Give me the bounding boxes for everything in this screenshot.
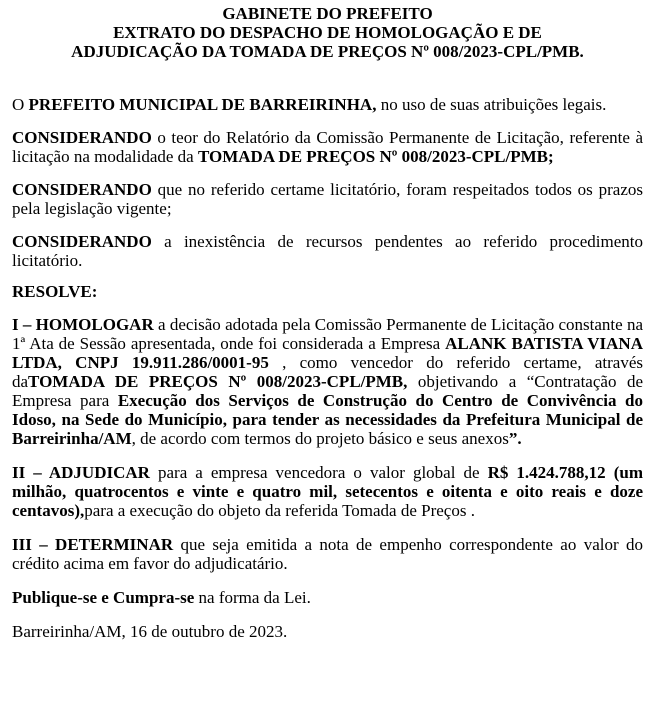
- considerando-keyword: CONSIDERANDO: [12, 180, 152, 199]
- item-text: a decisão adotada pela Comissão Permanente de Licitação constante na 1ª Ata de Sessão apresentada, onde foi considerada a Empresa: [12, 315, 644, 353]
- item-homologar: [12, 315, 643, 448]
- item-text: , de acordo com termos do projeto básico e seus anexos: [131, 429, 509, 448]
- tender-reference: TOMADA DE PREÇOS Nº 008/2023-CPL/PMB,: [28, 372, 408, 391]
- document-body: [12, 95, 643, 641]
- considerando-text: o teor do Relatório da Comissão Permanente de Licitação, referente à licitação na modalidade da: [12, 128, 643, 166]
- closing-paragraph: [12, 588, 643, 607]
- considerando-paragraph-1: [12, 128, 643, 166]
- considerando-keyword: CONSIDERANDO: [12, 128, 152, 147]
- item-text: , como vencedor do referido certame, através da: [12, 353, 643, 391]
- intro-prefix: O: [12, 95, 29, 114]
- closing-text: na forma da Lei.: [194, 588, 311, 607]
- global-value: R$ 1.424.788,12 (um milhão, quatrocentos e vinte e quatro mil, setecentos e oitenta e oito reais e doze centavos),: [12, 463, 643, 520]
- considerando-text: a inexistência de recursos pendentes ao referido procedimento licitatório.: [12, 232, 643, 270]
- closing-bold: Publique-se e Cumpra-se: [12, 588, 195, 607]
- item-text: para a execução do objeto da referida Tomada de Preços .: [84, 501, 475, 520]
- considerando-paragraph-3: [12, 232, 643, 270]
- place-date: Barreirinha/AM, 16 de outubro de 2023.: [12, 622, 288, 641]
- resolve-heading: [12, 282, 643, 301]
- document-header: [12, 0, 643, 61]
- item-adjudicar: [12, 463, 643, 520]
- header-title-line-2: ADJUDICAÇÃO DA TOMADA DE PREÇOS Nº 008/2023-CPL/PMB.: [71, 42, 584, 61]
- closing-quote: ”.: [508, 429, 522, 448]
- item-keyword: I – HOMOLOGAR: [12, 315, 154, 334]
- considerando-keyword: CONSIDERANDO: [12, 232, 152, 251]
- considerando-text: que no referido certame licitatório, foram respeitados todos os prazos pela legislação vigente;: [12, 180, 643, 218]
- intro-rest: no uso de suas atribuições legais.: [376, 95, 607, 114]
- item-text: objetivando a “Contratação de Empresa para: [12, 372, 644, 410]
- company-name: ALANK BATISTA VIANA LTDA, CNPJ 19.911.286/0001-95: [12, 334, 643, 372]
- intro-paragraph: [12, 95, 643, 114]
- item-keyword: II – ADJUDICAR: [12, 463, 150, 482]
- header-office: GABINETE DO PREFEITO: [222, 4, 433, 23]
- intro-subject: PREFEITO MUNICIPAL DE BARREIRINHA,: [28, 95, 377, 114]
- item-determinar: [12, 535, 643, 573]
- contract-object: Execução dos Serviços de Construção do Centro de Convivência do Idoso, na Sede do Município, para tender as necessidades da Prefeitura Municipal de Barreirinha/AM: [12, 391, 643, 448]
- header-title-line-1: EXTRATO DO DESPACHO DE HOMOLOGAÇÃO E DE: [113, 23, 542, 42]
- resolve-label: RESOLVE:: [12, 282, 98, 301]
- item-text: para a empresa vencedora o valor global de: [149, 463, 488, 482]
- considerando-paragraph-2: [12, 180, 643, 218]
- item-keyword: III – DETERMINAR: [12, 535, 174, 554]
- tender-reference: TOMADA DE PREÇOS Nº 008/2023-CPL/PMB;: [197, 147, 554, 166]
- item-text: que seja emitida a nota de empenho correspondente ao valor do crédito acima em favor do adjudicatário.: [12, 535, 643, 573]
